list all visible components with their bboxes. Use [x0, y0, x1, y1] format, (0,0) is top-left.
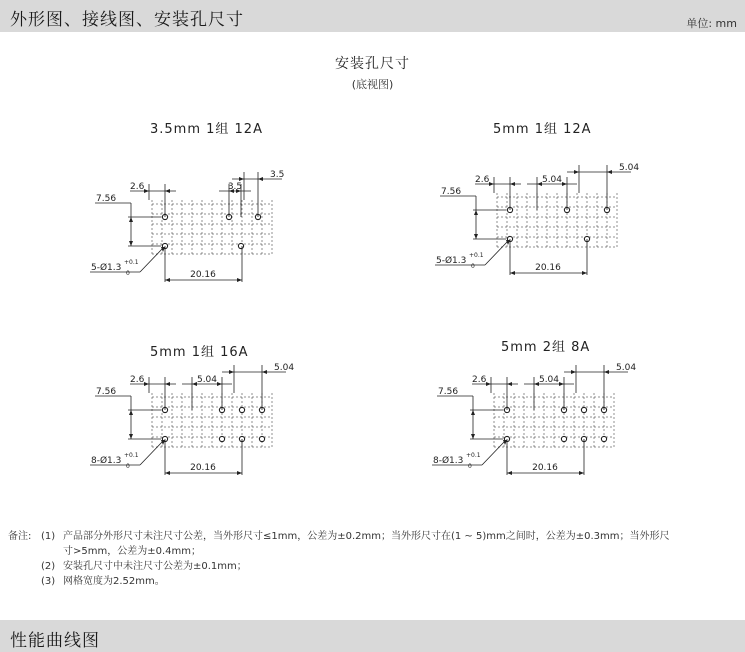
left-offset-label: 2.6 — [475, 175, 490, 185]
vertical-dimension-label: 7.56 — [441, 187, 462, 197]
mounting-diagram-2 — [435, 163, 639, 275]
note-3-number: (3) — [41, 576, 56, 587]
diagram-3-title: 5mm 1组 16A — [150, 345, 249, 360]
left-offset-label: 2.6 — [130, 182, 145, 192]
pitch-label: 3.5 — [227, 182, 243, 192]
arrowhead — [129, 217, 133, 222]
diagram-1-title: 3.5mm 1组 12A — [150, 122, 263, 137]
mounting-diagram-3 — [90, 363, 294, 475]
note-3-text: 网格宽度为2.52mm。 — [63, 576, 165, 587]
note-2-number: (2) — [41, 561, 56, 572]
arrowhead — [471, 434, 475, 439]
arrowhead — [237, 278, 242, 282]
tolerance-lower: 0 — [126, 270, 130, 277]
tolerance-upper: +0.1 — [124, 452, 139, 459]
arrowhead — [229, 370, 234, 374]
note-1-number: (1) — [41, 531, 56, 542]
grid-width-label: 3.5 — [270, 170, 285, 180]
section-subtitle: (底视图) — [351, 78, 394, 91]
arrowhead — [144, 189, 149, 193]
hole-callout-label: 5-Ø1.3 — [436, 256, 467, 266]
arrowhead — [510, 271, 515, 275]
arrowhead — [165, 278, 170, 282]
arrowhead — [507, 471, 512, 475]
length-label: 20.16 — [190, 270, 216, 280]
length-label: 20.16 — [532, 463, 558, 473]
arrowhead — [471, 410, 475, 415]
leader-line — [140, 248, 163, 272]
arrowhead — [582, 271, 587, 275]
leader-line — [485, 241, 508, 265]
header-title: 外形图、接线图、安装孔尺寸 — [10, 10, 244, 30]
note-1-text-continued: 寸>5mm，公差为±0.4mm； — [63, 546, 201, 557]
mounting-hole — [259, 436, 264, 441]
arrowhead — [165, 189, 170, 193]
diagram-2-title: 5mm 1组 12A — [493, 122, 592, 137]
leader-line — [140, 441, 163, 465]
section-title: 安装孔尺寸 — [335, 56, 410, 72]
arrowhead — [165, 382, 170, 386]
pitch-label: 5.04 — [541, 175, 563, 185]
footer-title: 性能曲线图 — [10, 631, 100, 651]
mounting-hole — [581, 407, 586, 412]
pitch-label: 5.04 — [196, 375, 218, 385]
left-offset-label: 2.6 — [130, 375, 145, 385]
length-label: 20.16 — [190, 463, 216, 473]
grid-width-label: 5.04 — [274, 363, 295, 373]
hole-callout-label: 8-Ø1.3 — [91, 456, 122, 466]
note-1-text: 产品部分外形尺寸未注尺寸公差，当外形尺寸≤1mm，公差为±0.2mm；当外形尺寸在(1 ~ 5)mm之间时，公差为±0.3mm；当外形尺 — [63, 531, 670, 542]
pitch-label: 5.04 — [538, 375, 560, 385]
hole-callout-label: 5-Ø1.3 — [91, 263, 122, 273]
leader-line — [482, 441, 505, 465]
arrowhead — [489, 182, 494, 186]
mounting-hole — [219, 436, 224, 441]
mounting-hole — [601, 436, 606, 441]
arrowhead — [579, 471, 584, 475]
left-offset-label: 2.6 — [472, 375, 487, 385]
tolerance-upper: +0.1 — [469, 252, 484, 259]
arrowhead — [607, 170, 612, 174]
tolerance-lower: 0 — [471, 263, 475, 270]
vertical-dimension-label: 7.56 — [438, 387, 459, 397]
tolerance-upper: +0.1 — [466, 452, 481, 459]
arrowhead — [604, 370, 609, 374]
note-2-text: 安装孔尺寸中未注尺寸公差为±0.1mm； — [63, 561, 247, 572]
arrowhead — [129, 434, 133, 439]
arrowhead — [562, 182, 567, 186]
arrowhead — [574, 170, 579, 174]
arrowhead — [559, 382, 564, 386]
mounting-diagram-4 — [432, 363, 636, 475]
mounting-hole — [238, 243, 243, 248]
arrowhead — [129, 410, 133, 415]
arrowhead — [510, 182, 515, 186]
arrowhead — [217, 382, 222, 386]
vertical-dimension-label: 7.56 — [96, 194, 117, 204]
tolerance-lower: 0 — [468, 463, 472, 470]
arrowhead — [507, 382, 512, 386]
arrowhead — [129, 241, 133, 246]
notes-prefix: 备注: — [8, 531, 32, 542]
mounting-diagram-1 — [90, 170, 284, 282]
length-label: 20.16 — [535, 263, 561, 273]
mounting-hole — [239, 407, 244, 412]
unit-label: 单位: mm — [686, 17, 737, 30]
hole-callout-label: 8-Ø1.3 — [433, 456, 464, 466]
arrowhead — [165, 471, 170, 475]
arrowhead — [144, 382, 149, 386]
arrowhead — [474, 234, 478, 239]
diagram-4-title: 5mm 2组 8A — [501, 340, 591, 355]
tolerance-upper: +0.1 — [124, 259, 139, 266]
arrowhead — [474, 210, 478, 215]
arrowhead — [571, 370, 576, 374]
arrowhead — [237, 471, 242, 475]
tolerance-lower: 0 — [126, 463, 130, 470]
arrowhead — [239, 177, 244, 181]
footer-bar — [0, 620, 745, 652]
mounting-hole — [561, 436, 566, 441]
arrowhead — [262, 370, 267, 374]
grid-width-label: 5.04 — [619, 163, 640, 173]
arrowhead — [486, 382, 491, 386]
grid-width-label: 5.04 — [616, 363, 637, 373]
arrowhead — [258, 177, 263, 181]
vertical-dimension-label: 7.56 — [96, 387, 117, 397]
